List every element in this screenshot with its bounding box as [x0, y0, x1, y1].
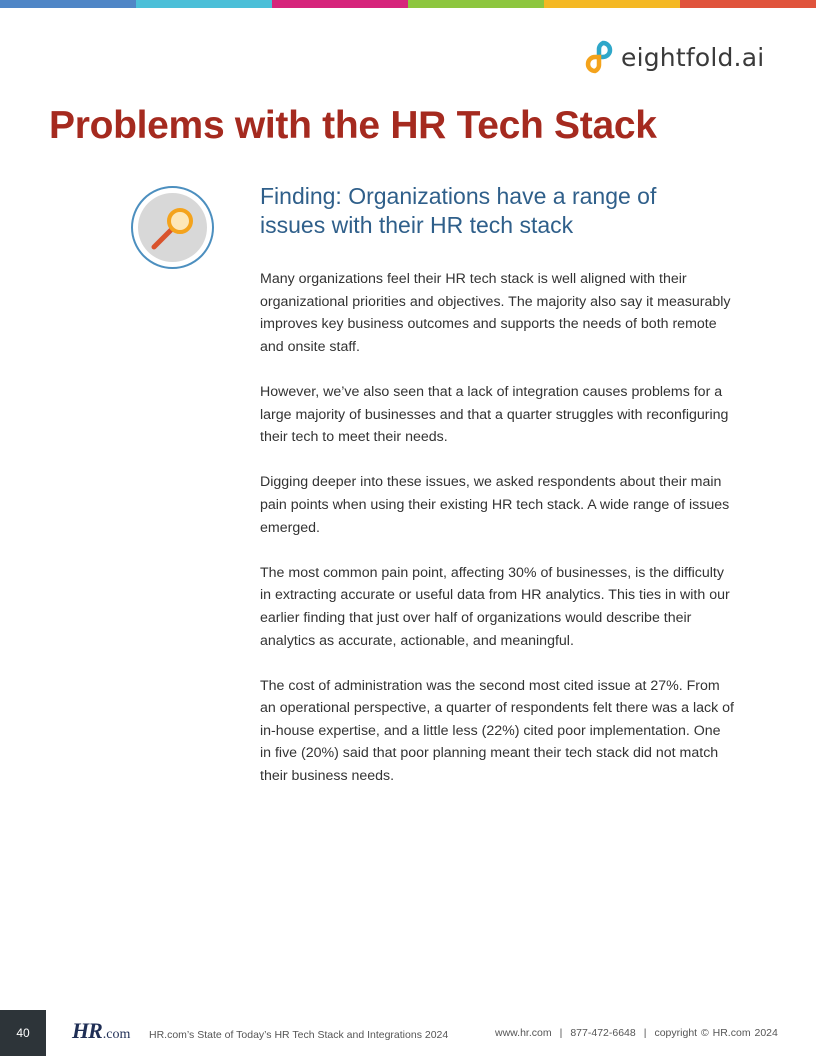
finding-icon-badge: [131, 186, 214, 269]
eightfold-mark-icon: [583, 40, 615, 74]
body-paragraph: However, we’ve also seen that a lack of integration causes problems for a large majority of businesses and that a quarter struggles with reconfiguring their tech to meet their needs.: [260, 383, 729, 446]
phone-number: 877-472-6648: [570, 1027, 636, 1039]
hr-com-logo: [72, 1018, 130, 1044]
eightfold-logo: [583, 40, 764, 74]
com-logo-text: .com: [102, 1027, 131, 1042]
page-title: Problems with the HR Tech Stack: [49, 104, 657, 147]
website-link[interactable]: www.hr.com: [495, 1027, 552, 1039]
footer-separator: |: [643, 1027, 647, 1039]
color-bar-segment: [408, 0, 544, 8]
body-paragraph: Digging deeper into these issues, we asked respondents about their main pain points when using their existing HR tech stack. A wide range of issues emerged.: [260, 474, 730, 536]
footer-contact: [495, 1027, 778, 1039]
body-paragraph: Many organizations feel their HR tech stack is well aligned with their organizational priorities and objectives. The majority also say it measurably improves key business outcomes and supports the needs of both remote and onsite staff.: [260, 271, 731, 355]
color-bar-segment: [272, 0, 408, 8]
report-title: HR.com’s State of Today’s HR Tech Stack and Integrations 2024: [149, 1029, 449, 1041]
magnifying-glass-icon: [145, 200, 201, 256]
body-text: [260, 268, 735, 810]
color-bar-segment: [680, 0, 816, 8]
color-bar-segment: [544, 0, 680, 8]
brand-color-bar: [0, 0, 816, 8]
finding-heading: Finding: Organizations have a range of issues with their HR tech stack: [260, 183, 657, 238]
footer-separator: |: [559, 1027, 563, 1039]
logo-text: eightfold.ai: [621, 42, 765, 72]
body-paragraph: The cost of administration was the second most cited issue at 27%. From an operational perspective, a quarter of respondents felt there was a lack of in-house expertise, and a little less (22%) cited poor implementation. One in five (20%) said that poor planning meant their tech stack did not match their business needs.: [260, 677, 734, 785]
copyright-text: copyright © HR.com 2024: [654, 1027, 778, 1039]
page-number: 40: [0, 1010, 46, 1056]
color-bar-segment: [136, 0, 272, 8]
body-paragraph: The most common pain point, affecting 30% of businesses, is the difficulty in extracting accurate or useful data from HR analytics. This ties in with our earlier finding that just over half of organizations would describe their analytics as accurate, actionable, and meaningful.: [260, 564, 730, 649]
color-bar-segment: [0, 0, 136, 8]
hr-logo-text: HR: [72, 1018, 102, 1043]
